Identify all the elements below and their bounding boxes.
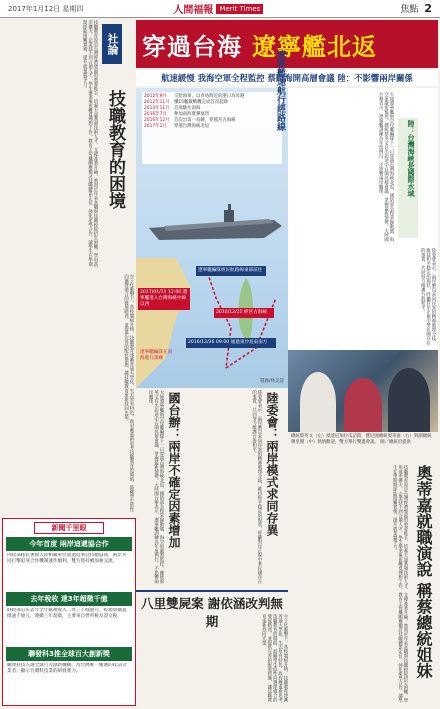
- map-callout: 2016/12/26 09:00 通過東沙島東南方: [186, 338, 276, 348]
- merit-times-badge: Merit Times: [216, 4, 263, 14]
- taiwan-strait-label: 陸：台灣海峽是國際水域: [398, 118, 418, 238]
- timeline-row: 2017年1月 穿越台灣海峽北返: [144, 124, 210, 129]
- aircraft-carrier-image: [144, 198, 284, 248]
- news-item-text: 聯發科技入選全球百大創新機構，為台灣唯一獲選的IC設計業者，顯示台灣科技業的研發實力。: [7, 663, 128, 674]
- news-item-title: 聯發科3推全球百大創新獎: [6, 647, 132, 661]
- timeline-box: [142, 92, 282, 164]
- timeline-row: 2012年9月 交給海軍，以青島附近的港口為母港: [144, 94, 245, 99]
- map-credit: 製圖/林美慧: [259, 379, 284, 384]
- news-item-text: 財政部公布去年全年賦稅收入二兆三千餘億元，較預算數超徵逾千億元，連續三年超徵，主要來自營所稅及證交稅。: [7, 608, 127, 619]
- headline-accent: 遼寧艦北返: [252, 31, 377, 61]
- article-column-right: [288, 88, 438, 388]
- issue-date: 2017年1月12日 星期四: [8, 4, 84, 13]
- news-item-title: 去年稅收 達3年超徵千億: [6, 592, 132, 606]
- main-story: [136, 20, 438, 708]
- editorial-title: 技職教育的困境: [105, 90, 125, 209]
- person-figure: [300, 372, 336, 432]
- timeline-row: 2013年11月 首度駛往南海: [144, 106, 201, 111]
- article-title-bali: 八里雙屍案 謝依涵改判無期: [136, 590, 288, 610]
- headline-banner: [136, 20, 438, 68]
- article-body-4: 陸委會表示，兩岸應以求同存異的精神處理分歧，維持和平穩定的現狀，呼籲對岸正視中華民國存在的事實，共同努力維護台海和平。: [251, 390, 262, 584]
- subheadline: 航速緩慢 我海空軍全程監控 蔡跨海開高層會議 陸：不影響兩岸關係: [136, 70, 438, 86]
- article-title-taiwan-affairs: 國台辦：兩岸不確定因素增加: [167, 392, 181, 548]
- timeline-row: 2016年12月 首次出第一島鏈，穿越宮古海峽: [144, 118, 236, 123]
- news-item-title: 今年首度 兩岸這遞協合作: [6, 537, 132, 551]
- news-item-text: 內政部移民署與大陸相關單位就遣返事宜持續協商，兩岸共同打擊犯罪合作機制運作順利，雙方將持續加強交流。: [7, 553, 127, 564]
- article-body-3: 大陸遼寧艦航空母艦編隊十一日穿越台灣海峽北返，國防部全程掌握動態，海空軍嚴密監控。總統蔡英文在出訪途中召開高層會議，掌握最新情勢。大陸國台辦表示，遼寧艦訓練為年度例行，不影響兩岸關係。: [148, 390, 164, 584]
- article-title-mac: 陸委會：兩岸模式求同存異: [265, 392, 279, 536]
- editorial-label: 社論: [102, 24, 122, 64]
- news-briefs-title: 新聞千里眼: [34, 522, 104, 534]
- page-header: [0, 0, 440, 18]
- news-briefs-box: [2, 518, 136, 706]
- person-figure: [388, 368, 430, 432]
- section-name: 焦點: [400, 5, 419, 15]
- page-number: 2: [424, 2, 432, 15]
- map-callout: 2016/12/25 經宮古海峽: [214, 308, 274, 318]
- editorial-body-2: 少子化衝擊下，各校競相升格，技職教育逐漸普通大學化，失去原有特色。政府應重新思考技職教育的價值，鼓勵學生依性向選擇適合的發展路徑，並提供完善的配套措施，讓技職教育重新找回光榮。: [123, 274, 134, 512]
- person-figure: [344, 378, 382, 432]
- news-photo: [288, 350, 438, 432]
- map-title-vertical: 遼寧艦遠航行經路線: [275, 50, 285, 131]
- article-body-6: 少子化衝擊下，各校競相升格，技職教育逐漸普通大學化，失去原有特色。政府應重新思考技職教育的價值，鼓勵學生依性向選擇適合的發展路徑，並提供完善的配套措施，讓技職教育重新找回光榮。: [261, 614, 288, 702]
- timeline-row: 2016年7月 參加南海實彈演習: [144, 112, 210, 117]
- article-body: 大陸遼寧艦航空母艦編隊十一日穿越台灣海峽北返，國防部全程掌握動態，海空軍嚴密監控。總統蔡英文在出訪途中召開高層會議，掌握最新情勢。大陸國台辦表示，遼寧艦訓練為年度例行，不影響兩岸關係。: [378, 92, 394, 242]
- article-body-2: 陸委會表示，兩岸應以求同存異的精神處理分歧，維持和平穩定的現狀，呼籲對岸正視中華民國存在的事實，共同努力維護台海和平。: [420, 248, 436, 345]
- article-body-5: 技職教育原是台灣經濟發展的重要推手，培養大量基層技術人才，支撐產業升級。然而近年來高職與技職校院招生困難，學用落差擴大，企業找不到合適人才，學生畢業後也難覓理想工作。教育主管機關應檢討技職體系定位，強化產學合作，讓學生在學期間即能接觸實務，提升就業競爭力。: [392, 465, 408, 703]
- logo: 人間福報: [173, 5, 214, 16]
- photo-caption: 總統蔡英文（左）抵達尼加拉瓜訪問，獲尼國總統奧蒂嘉（右）與副總統穆里優（中）熱情歡迎，雙方舉行雙邊會談。 圖／總統府提供: [291, 434, 432, 445]
- article-title-ortega: 奧蒂嘉就職演說 稱蔡總統姐妹: [414, 465, 433, 679]
- brand: [173, 1, 263, 16]
- map-callout: 遼寧艦編隊經民航路線東部前往: [196, 266, 266, 276]
- editorial-body-1: 技職教育原是台灣經濟發展的重要推手，培養大量基層技術人才，支撐產業升級。然而近年來高職與技職校院招生困難，學用落差擴大，企業找不到合適人才，學生畢業後也難覓理想工作。教育主管機關應檢討技職體系定位，強化產學合作，讓學生在學期間即能接觸實務，提升就業競爭力。: [82, 20, 98, 267]
- headline-main: 穿過台海: [142, 31, 242, 61]
- route-map: [136, 88, 288, 388]
- map-graphic: [136, 258, 288, 388]
- timeline-row: 2012年11月 殲15艦載戰機完成首次起降: [144, 100, 228, 105]
- map-callout: 2017/01/11 12:00 遼寧艦進入台灣海峽中線以西: [138, 288, 190, 310]
- map-callout: 遼寧艦編隊在南海進行訓練: [140, 350, 173, 361]
